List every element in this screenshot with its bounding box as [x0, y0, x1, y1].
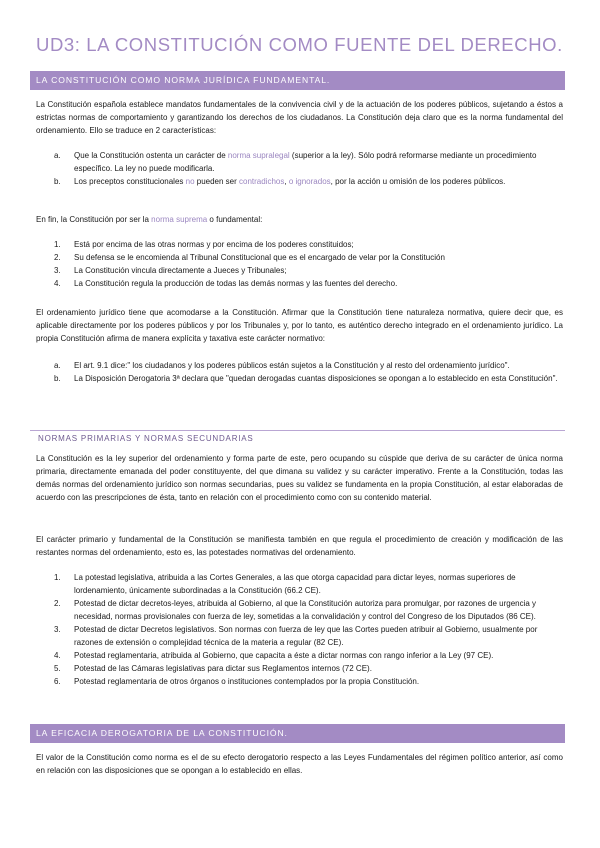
normative-powers-list [54, 571, 562, 688]
list-marker: 2. [54, 253, 61, 262]
list-item [54, 597, 562, 623]
highlight-text: contradichos [239, 177, 285, 186]
list-text: El art. 9.1 dice:" los ciudadanos y los poderes públicos están sujetos a la Constitución y al resto del ordenamiento jurídico". [74, 361, 510, 370]
list-item [54, 175, 562, 188]
list-marker: b. [54, 177, 61, 186]
paragraph-text: o fundamental: [207, 215, 263, 224]
ordenamiento-paragraph: El ordenamiento jurídico tiene que acomodarse a la Constitución. Afirmar que la Constitución tiene naturaleza normativa, quiere decir que, es aplicable directamente por los poderes públicos y por los Tribunales y, por lo tanto, es auténtico derecho integrado en el ordenamiento jurídico. La propia Constitución afirma de manera explícita y taxativa este carácter normativo: [36, 308, 563, 343]
list-marker: 1. [54, 573, 61, 582]
list-marker: a. [54, 151, 61, 160]
primary-norm-paragraph: La Constitución es la ley superior del ordenamiento y forma parte de este, pero ocupando su cúspide que deriva de su carácter de única norma primaria, directamente emanada del poder constituyente, del que dimana su validez y su carácter imperativo. Frente a la Constitución, todas las demás normas del ordenamiento jurídico son normas secundarias, pues su validez se fundamenta en la propia Constitución, al estar elaboradas de acuerdo con las prescripciones de ésta, tanto en relación con el procedimiento como con su contenido material. [36, 454, 563, 502]
list-marker: 1. [54, 240, 61, 249]
list-item [54, 623, 562, 649]
list-text: , por la acción u omisión de los poderes públicos. [330, 177, 506, 186]
paragraph-text: En fin, la Constitución por ser la [36, 215, 152, 224]
list-item [54, 675, 562, 688]
highlight-text: norma supralegal [227, 151, 290, 160]
list-item [54, 277, 562, 290]
list-text: , [284, 177, 289, 186]
characteristics-list [54, 149, 562, 188]
list-item [54, 251, 562, 264]
list-marker: 3. [54, 266, 61, 275]
list-text: La potestad legislativa, atribuida a las Cortes Generales, a las que otorga capacidad para dictar leyes, normas superiores de lordenamiento, únicamente subordinadas a la Constitución (66.2 CE). [74, 573, 516, 595]
list-text: Que la Constitución ostenta un carácter de [74, 151, 228, 160]
list-item [54, 649, 562, 662]
list-text: Está por encima de las otras normas y por encima de los poderes constituidos; [74, 240, 354, 249]
list-marker: 3. [54, 625, 61, 634]
section-heading-norma-juridica: LA CONSTITUCIÓN COMO NORMA JURÍDICA FUNDAMENTAL. [30, 71, 565, 90]
section-heading-normas-primarias: NORMAS PRIMARIAS Y NORMAS SECUNDARIAS [30, 430, 565, 445]
list-marker: 6. [54, 677, 61, 686]
supreme-points-list [54, 238, 562, 290]
highlight-text: norma suprema [151, 215, 208, 224]
list-item [54, 359, 562, 372]
list-item [54, 662, 562, 675]
document-title: UD3: LA CONSTITUCIÓN COMO FUENTE DEL DERECHO. [36, 34, 563, 55]
highlight-text: no [185, 177, 195, 186]
derogatory-paragraph: El valor de la Constitución como norma es el de su efecto derogatorio respecto a las Leyes Fundamentales del régimen político anterior, así como en relación con las disposiciones que se opongan a lo establecido en ellas. [36, 753, 563, 775]
quotes-list [54, 359, 562, 385]
list-marker: a. [54, 361, 61, 370]
list-marker: 2. [54, 599, 61, 608]
list-text: (superior a la ley). Sólo podrá reformarse mediante un procedimiento específico. La ley no puede modificarla. [74, 151, 537, 173]
list-marker: 4. [54, 651, 61, 660]
highlight-text: o ignorados [288, 177, 331, 186]
list-marker: 5. [54, 664, 61, 673]
list-item [54, 149, 562, 175]
list-item [54, 264, 562, 277]
list-text: Potestad de dictar Decretos legislativos. Son normas con fuerza de ley que las Cortes pueden atribuir al Gobierno, usualmente por razones de extensión o complejidad técnica de la materia a regular (82 CE). [74, 625, 538, 647]
list-text: Potestad de las Cámaras legislativas para dictar sus Reglamentos internos (72 CE). [74, 664, 372, 673]
list-text: La Disposición Derogatoria 3ª declara que "quedan derogadas cuantas disposiciones se opongan a lo establecido en esta Constitución". [74, 374, 558, 383]
list-item [54, 571, 562, 597]
list-marker: b. [54, 374, 61, 383]
intro-paragraph: La Constitución española establece mandatos fundamentales de la convivencia civil y de la actuación de los poderes públicos, sujetando a éstos a estrictas normas de comportamiento y garantizando los derechos de los ciudadanos. La Constitución deja claro que es la norma fundamental del ordenamiento. Ello se traduce en 2 características: [36, 100, 563, 135]
list-text: Potestad reglamentaria, atribuida al Gobierno, que capacita a éste a dictar normas con rango inferior a la Ley (97 CE). [74, 651, 494, 660]
list-item [54, 238, 562, 251]
list-text: Potestad de dictar decretos-leyes, atribuida al Gobierno, al que la Constitución autoriza para promulgar, por razones de urgencia y necesidad, normas provisionales con fuerza de ley, sometidas a la convalidación y control del Congreso de los Diputados (86 CE). [74, 599, 537, 621]
list-text: pueden ser [194, 177, 240, 186]
primary-character-paragraph: El carácter primario y fundamental de la Constitución se manifiesta también en que regula el procedimiento de creación y modificación de las restantes normas del ordenamiento, esto es, las potestades normativas del ordenamiento. [36, 535, 563, 557]
list-text: Potestad reglamentaria de otros órganos o instituciones contemplados por la propia Constitución. [74, 677, 420, 686]
section-heading-eficacia-derogatoria: LA EFICACIA DEROGATORIA DE LA CONSTITUCIÓN. [30, 724, 565, 743]
supreme-norm-paragraph [36, 213, 563, 226]
list-text: Los preceptos constitucionales [74, 177, 186, 186]
list-marker: 4. [54, 279, 61, 288]
list-text: La Constitución vincula directamente a Jueces y Tribunales; [74, 266, 287, 275]
list-item [54, 372, 562, 385]
list-text: La Constitución regula la producción de todas las demás normas y las fuentes del derecho. [74, 279, 398, 288]
list-text: Su defensa se le encomienda al Tribunal Constitucional que es el encargado de velar por la Constitución [74, 253, 445, 262]
